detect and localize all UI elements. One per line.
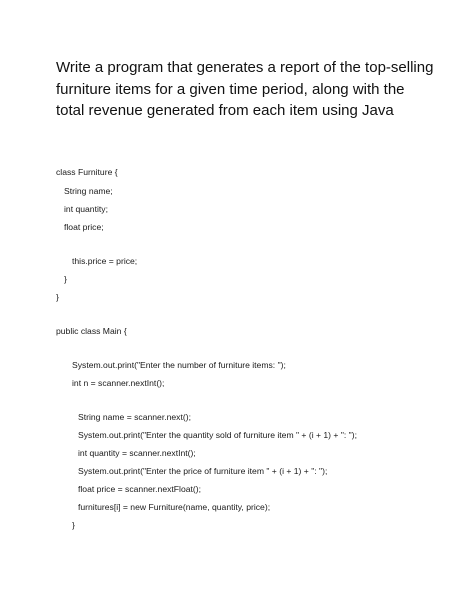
heading-line: total revenue generated from each item using Java bbox=[56, 102, 394, 119]
code-line: System.out.print("Enter the price of furniture item " + (i + 1) + ": "); bbox=[78, 466, 328, 476]
code-line: int quantity; bbox=[64, 204, 108, 214]
code-line: } bbox=[64, 274, 67, 284]
code-line: System.out.print("Enter the number of furniture items: "); bbox=[72, 360, 286, 370]
code-line: System.out.print("Enter the quantity sold of furniture item " + (i + 1) + ": "); bbox=[78, 430, 357, 440]
code-line: int n = scanner.nextInt(); bbox=[72, 378, 165, 388]
heading-line: Write a program that generates a report of the top-selling bbox=[56, 59, 434, 76]
code-line: String name; bbox=[64, 186, 113, 196]
code-line: float price = scanner.nextFloat(); bbox=[78, 484, 201, 494]
code-line: class Furniture { bbox=[56, 167, 118, 177]
code-line: int quantity = scanner.nextInt(); bbox=[78, 448, 196, 458]
code-line: this.price = price; bbox=[72, 256, 138, 266]
heading-line: furniture items for a given time period, along with the bbox=[56, 80, 405, 98]
code-line: float price; bbox=[64, 222, 104, 232]
code-line: } bbox=[56, 292, 59, 302]
code-line: String name = scanner.next(); bbox=[78, 412, 191, 422]
code-line: } bbox=[72, 520, 75, 530]
document-heading bbox=[56, 57, 436, 122]
code-line: public class Main { bbox=[56, 326, 127, 336]
code-line: furnitures[i] = new Furniture(name, quantity, price); bbox=[78, 502, 271, 512]
